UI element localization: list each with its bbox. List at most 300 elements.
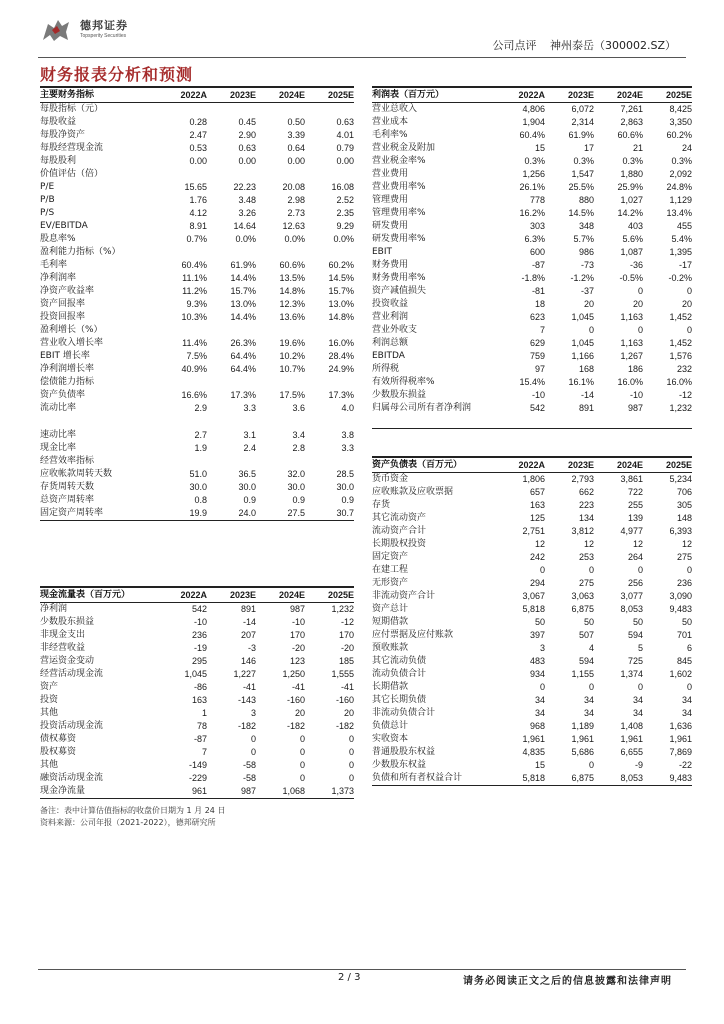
table-row [372,181,692,194]
row-label: 管理费用 [372,195,409,205]
cell-value: 60.4% [519,130,545,140]
cell-value: 0.0% [235,234,256,244]
cell-value: 60.2% [328,260,354,270]
cell-value: -10 [193,617,207,627]
row-label: 流动资产合计 [372,526,427,536]
table-row [372,772,692,786]
cell-value: 64.4% [230,364,256,374]
cell-value: 17.3% [230,390,256,400]
cell-value: 3.1 [243,430,256,440]
cell-value: 2024E [278,90,305,100]
table-row [372,655,692,668]
table-row [372,207,692,220]
cell-value: -9 [634,760,643,770]
cell-value: 15 [534,760,545,770]
cell-value: -182 [335,721,354,731]
cell-value: 1,045 [184,669,207,679]
cell-value: -20 [291,643,305,653]
cell-value: 20 [681,299,692,309]
cell-value: 14.64 [233,221,256,231]
row-label: 其他 [40,708,59,718]
table-row [40,337,354,350]
cell-value [305,455,354,468]
row-label: 应收帐款周转天数 [40,469,113,479]
cell-value: 6.3% [524,234,545,244]
cell-value [207,168,256,181]
cell-value [158,246,207,259]
cell-value: 1,880 [620,169,643,179]
row-label: 经营活动现金流 [40,669,104,679]
table-row [372,194,692,207]
row-label: 所得税 [372,364,400,374]
cell-value: -0.2% [668,273,692,283]
row-label: 净利润 [40,604,68,614]
cell-value: 15.7% [328,286,354,296]
cell-value: 2024E [278,590,305,600]
cell-value: 2.8 [292,443,305,453]
cell-value: 1,961 [571,734,594,744]
cell-value: 2,863 [620,117,643,127]
cell-value: 30.0 [336,482,354,492]
cell-value: 40.9% [181,364,207,374]
cell-value: 657 [529,487,545,497]
cell-value: 255 [627,500,643,510]
table-row [40,311,354,324]
cell-value: 11.2% [182,286,207,296]
cell-value: -182 [286,721,305,731]
cell-value: 139 [627,513,643,523]
cell-value: 1,027 [620,195,643,205]
cell-value: 9,483 [669,773,692,783]
cell-value: 2025E [665,90,692,100]
table-row [372,233,692,246]
cell-value: 725 [627,656,643,666]
table-row [40,668,354,681]
cell-value: 16.08 [331,182,354,192]
cell-value: 6 [686,643,692,653]
cell-value: 14.8% [328,312,354,322]
cell-value: -160 [286,695,305,705]
cell-value: 24.0 [238,508,256,518]
logo-name-en: Topsperity Securities [80,33,127,39]
row-label: 毛利率 [40,260,68,270]
row-label: 每股经营现金流 [40,143,104,153]
cell-value: 1,155 [571,669,594,679]
row-label: 每股股利 [40,156,77,166]
cell-value: 3,861 [620,474,643,484]
row-label: 经营效率指标 [40,456,95,466]
table-row [372,499,692,512]
cell-value: 0 [686,682,692,692]
cell-value: 7.5% [186,351,207,361]
cell-value: 7 [201,747,207,757]
cell-value: -87 [531,260,545,270]
cell-value: -10 [291,617,305,627]
cell-value: 14.5% [568,208,594,218]
cell-value: 27.5 [287,508,305,518]
cell-value: 15 [534,143,545,153]
cell-value: 0.8 [194,495,207,505]
row-label: 净利润率 [40,273,77,283]
cell-value: 256 [627,578,643,588]
cell-value: -10 [629,390,643,400]
table-row [372,350,692,363]
table-row [372,363,692,376]
cell-value: 1,068 [282,786,305,796]
cell-value: 14.5% [328,273,354,283]
cell-value: 30.0 [238,482,256,492]
cell-value: 3.8 [341,430,354,440]
cell-value: 2025E [665,460,692,470]
cell-value: 12 [534,539,545,549]
cell-value: 0 [250,747,256,757]
cell-value: 168 [578,364,594,374]
cell-value: 25.9% [617,182,643,192]
cell-value: 1,961 [522,734,545,744]
row-label: 营运资金变动 [40,656,95,666]
table-row [40,720,354,733]
row-label: EV/EBITDA [40,221,88,231]
row-label: 速动比率 [40,430,77,440]
table-row [40,220,354,233]
cell-value: 3,063 [571,591,594,601]
cell-value: 3.26 [238,208,256,218]
row-label: 股息率% [40,234,76,244]
cell-value [207,246,256,259]
notes [40,805,225,829]
cell-value: 5.4% [671,234,692,244]
cell-value: -41 [291,682,305,692]
table-row [372,551,692,564]
cell-value: 403 [627,221,643,231]
cell-value: -73 [580,260,594,270]
table-row [372,324,692,337]
cell-value: 4.12 [189,208,207,218]
row-label: 非经营收益 [40,643,86,653]
cell-value: 170 [338,630,354,640]
table-row [372,590,692,603]
cell-value: 20 [294,708,305,718]
row-label: 少数股东损益 [372,390,427,400]
row-label: 固定资产 [372,552,409,562]
company-name: 神州泰岳（300002.SZ） [549,39,676,52]
cell-value: 0.50 [287,117,305,127]
cell-value: 1,602 [669,669,692,679]
cell-value: 623 [529,312,545,322]
cell-value: -1.8% [521,273,545,283]
row-label: 长期股权投资 [372,539,427,549]
table-header [372,456,692,473]
cell-value: 232 [676,364,692,374]
cell-value: 2023E [229,590,256,600]
cell-value: 9.3% [186,299,207,309]
cell-value: 186 [627,364,643,374]
row-label: 长期借款 [372,682,409,692]
row-label: 净利润增长率 [40,364,95,374]
cell-value: 2,793 [571,474,594,484]
row-label: EBITDA [372,351,405,361]
cell-value: 8.91 [189,221,207,231]
table-row [372,707,692,720]
cell-value: 3,090 [669,591,692,601]
cell-value: 6,072 [571,104,594,114]
cell-value: 987 [240,786,256,796]
cell-value: 19.9 [189,508,207,518]
table-row [372,616,692,629]
cell-value: 507 [578,630,594,640]
cell-value: 934 [529,669,545,679]
cell-value: 0.9 [243,495,256,505]
cell-value: 4.01 [336,130,354,140]
cell-value: 0.00 [189,156,207,166]
cell-value: 987 [289,604,305,614]
cell-value: 0 [588,760,594,770]
table-row [372,681,692,694]
table-row [40,350,354,363]
cell-value: 134 [578,513,594,523]
cell-value: 16.0% [617,377,643,387]
cell-value: 32.0 [287,469,305,479]
cell-value: 123 [289,656,305,666]
table-row [372,746,692,759]
cell-value: 30.7 [336,508,354,518]
cell-value: 5,818 [522,773,545,783]
cell-value: -12 [340,617,354,627]
cell-value: 1,250 [282,669,305,679]
cell-value: 13.4% [666,208,692,218]
row-label: 负债和所有者权益合计 [372,773,463,783]
cell-value: 662 [578,487,594,497]
cell-value: 2023E [229,90,256,100]
cell-value: -3 [247,643,256,653]
cell-value: -17 [678,260,692,270]
cell-value: 16.2% [519,208,545,218]
cell-value: 3.4 [292,430,305,440]
cell-value: 3.3 [341,443,354,453]
table-row [40,603,354,616]
cell-value: -58 [242,760,256,770]
cell-value: 16.0% [666,377,692,387]
cell-value: 16.0% [328,338,354,348]
table-row [40,442,354,455]
cell-value: 264 [627,552,643,562]
cell-value: 0 [299,773,305,783]
cell-value [207,455,256,468]
table-row [372,220,692,233]
cell-value: 2022A [518,460,545,470]
row-label: 投资收益 [372,299,409,309]
row-label: 货币资金 [372,474,409,484]
cell-value: 19.6% [279,338,305,348]
cell-value: 397 [529,630,545,640]
cell-value: 3.3 [243,403,256,413]
row-label: P/S [40,208,55,218]
cell-value [256,103,305,116]
table-row [40,389,354,402]
cell-value: 17.5% [279,390,305,400]
table-row [372,603,692,616]
row-label: 非流动资产合计 [372,591,436,601]
cell-value: 20.08 [282,182,305,192]
cell-value: 3 [539,643,545,653]
row-label: 营业税金率% [372,156,426,166]
cell-value: 10.7% [279,364,305,374]
cell-value: -22 [678,760,692,770]
table-row [40,402,354,415]
table-row [40,129,354,142]
table-row [40,494,354,507]
table-row [40,655,354,668]
cell-value: 3.6 [292,403,305,413]
cell-value: 12 [681,539,692,549]
cell-value: 5.7% [573,234,594,244]
cell-value: 7,869 [669,747,692,757]
logo-name-cn: 德邦证券 [80,19,128,32]
cell-value: 0.00 [238,156,256,166]
cell-value: 594 [627,630,643,640]
cell-value: 0 [348,773,354,783]
cell-value: 0.3% [671,156,692,166]
cell-value: 1,395 [669,247,692,257]
row-label: 其它流动负债 [372,656,427,666]
row-label: 少数股东损益 [40,617,95,627]
cell-value: 1,961 [620,734,643,744]
row-label: 财务费用 [372,260,409,270]
table-row [372,337,692,350]
cell-value [256,455,305,468]
row-label: 固定资产周转率 [40,508,104,518]
cell-value: 16.1% [568,377,594,387]
cell-value: 163 [191,695,207,705]
cell-value: 14.4% [230,312,256,322]
table-row [372,155,692,168]
cell-value: 146 [240,656,256,666]
cell-value: 0.0% [333,234,354,244]
row-label: 存货周转天数 [40,482,95,492]
table-row [40,233,354,246]
row-label: 每股净资产 [40,130,86,140]
cell-value: 0.3% [573,156,594,166]
cell-value: 294 [529,578,545,588]
row-label: 非现金支出 [40,630,86,640]
cell-value: 12.63 [282,221,305,231]
cell-value: 0.63 [336,117,354,127]
cell-value: 1,227 [233,669,256,679]
cell-value: 185 [338,656,354,666]
table-row [372,694,692,707]
cell-value: 163 [529,500,545,510]
cell-value: -86 [193,682,207,692]
cell-value: 36.5 [238,469,256,479]
cell-value [158,168,207,181]
cell-value: 50 [534,617,545,627]
table-row [40,681,354,694]
cell-value: -160 [335,695,354,705]
cell-value: 2022A [180,590,207,600]
cell-value: 3,350 [669,117,692,127]
cell-value: 0 [686,325,692,335]
cell-value: 78 [196,721,207,731]
row-label: 价值评估（倍） [40,169,104,179]
cell-value: 170 [289,630,305,640]
row-label: 营业收入增长率 [40,338,104,348]
cell-value: 61.9% [230,260,256,270]
row-label: 营业税金及附加 [372,143,436,153]
table-row [372,168,692,181]
cell-value: 3,812 [571,526,594,536]
cell-value: 8,053 [620,773,643,783]
cell-value: 0 [299,760,305,770]
table-row [40,207,354,220]
cell-value: 1,408 [620,721,643,731]
cell-value: 34 [583,695,594,705]
cell-value: 50 [681,617,692,627]
cell-value [158,103,207,116]
cell-value: 0 [348,747,354,757]
cell-value: 0 [637,682,643,692]
cell-value: 0 [539,682,545,692]
cell-value: 1,232 [669,403,692,413]
row-label: 资产 [40,682,59,692]
cell-value: 722 [627,487,643,497]
table-row [40,259,354,272]
cell-value: 16.6% [181,390,207,400]
cell-value: 0.53 [189,143,207,153]
row-label: 有效所得税率% [372,377,435,387]
cell-value: 24 [681,143,692,153]
cell-value: 0.9 [341,495,354,505]
cell-value: 60.4% [181,260,207,270]
report-header-info [482,37,676,53]
row-label: 存货 [372,500,391,510]
cell-value: 455 [676,221,692,231]
cell-value: 24.8% [666,182,692,192]
cell-value: -36 [629,260,643,270]
cell-value: 2022A [180,90,207,100]
cell-value: 0 [299,747,305,757]
row-label: 流动比率 [40,403,77,413]
cell-value: 3.48 [238,195,256,205]
cell-value: 1,636 [669,721,692,731]
company-logo [40,14,160,50]
cell-value: -81 [531,286,545,296]
table-row [372,142,692,155]
cell-value: 1,452 [669,312,692,322]
cell-value: 8,053 [620,604,643,614]
table-row [40,733,354,746]
cell-value: 759 [529,351,545,361]
cell-value: 0 [588,325,594,335]
table-row [40,707,354,720]
table-row [40,103,354,116]
cell-value: 10.2% [279,351,305,361]
income-statement-table [372,86,692,429]
cell-value: 986 [578,247,594,257]
table-row [372,720,692,733]
row-label: 少数股东权益 [372,760,427,770]
table-row [40,429,354,442]
cell-value: 17 [583,143,594,153]
cell-value: 891 [240,604,256,614]
table-row [40,181,354,194]
cell-value: 4,977 [620,526,643,536]
cell-value: 26.1% [519,182,545,192]
row-label: 营业利润 [372,312,409,322]
cell-value: -149 [188,760,207,770]
cell-value: 34 [632,695,643,705]
cell-value [256,246,305,259]
row-label: 管理费用率% [372,208,426,218]
